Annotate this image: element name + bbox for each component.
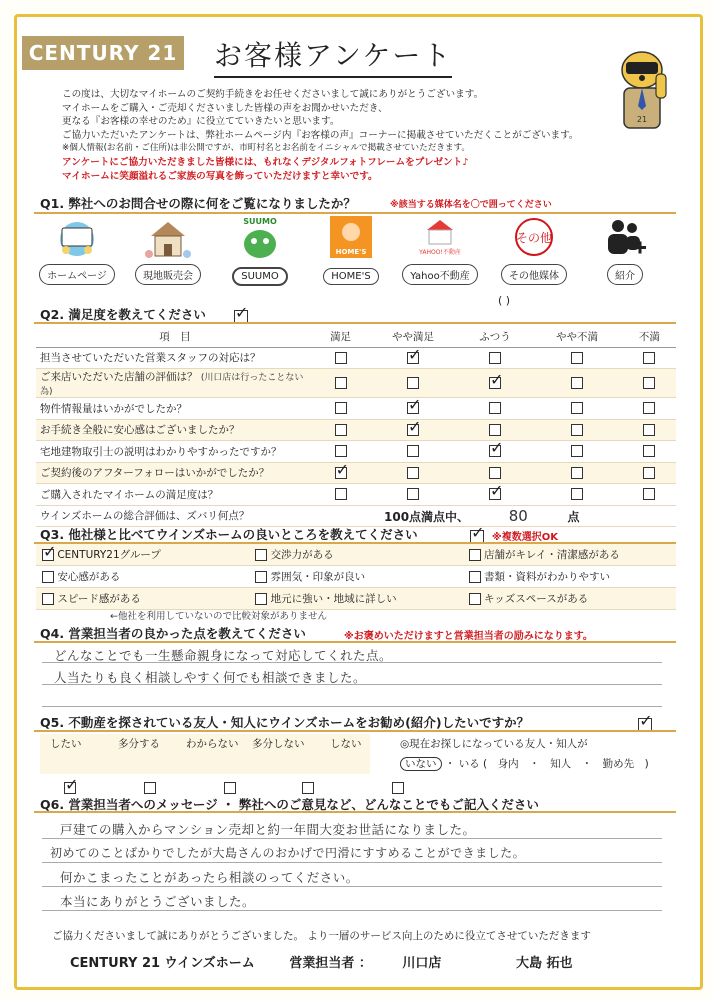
strength-label: 店舗がキレイ・清潔感がある (484, 549, 620, 561)
strength-checkbox[interactable] (42, 593, 54, 605)
strength-label: CENTURY21グループ (57, 549, 161, 561)
footer-thanks: ご協力くださいまして誠にありがとうございました。 より一層のサービス向上のために役立てさせていただきます (52, 930, 591, 942)
strength-option[interactable] (36, 566, 249, 588)
house-icon (143, 214, 193, 260)
rating-checkbox[interactable] (489, 402, 501, 414)
q1-title: Q1. 弊社へのお問合せの際に何をご覧になりましたか？ (40, 196, 356, 211)
strength-option[interactable] (463, 588, 676, 610)
strength-checkbox[interactable] (42, 571, 54, 583)
media-yahoo[interactable] (398, 214, 482, 285)
svg-text:その他: その他 (515, 231, 553, 245)
q6-answer-3[interactable]: 何かこまったことがあったら相談のってください。 (60, 870, 359, 885)
q6-title: Q6. 営業担当者へのメッセージ ・ 弊社へのご意見など、どんなことでもご記入ください (40, 797, 539, 812)
rating-checkbox[interactable] (335, 377, 347, 389)
rating-checkbox[interactable] (643, 445, 655, 457)
media-suumo[interactable] (220, 214, 300, 286)
q5-option-checkbox[interactable] (64, 782, 76, 794)
q5-current-row: いない ・ いる ( 身内 ・ 知人 ・ 勤め先 ) (400, 756, 649, 771)
intro-line: この度は、大切なマイホームのご契約手続きをお任せくださいまして誠にありがとうございます。 (62, 89, 484, 100)
rating-checkbox[interactable] (643, 488, 655, 500)
q6-answer-2[interactable]: 初めてのことばかりでしたが大島さんのおかげで円滑にすすめることができました。 (50, 846, 526, 860)
q5-title: Q5. 不動産を探されている友人・知人にウインズホームをお勧め(紹介)したいですか？ (40, 715, 530, 730)
media-label: 現地販売会 (135, 264, 201, 285)
rating-checkbox[interactable] (407, 352, 419, 364)
rating-checkbox[interactable] (335, 488, 347, 500)
svg-text:21: 21 (636, 115, 648, 124)
website-icon (54, 214, 100, 260)
satisfaction-row (36, 441, 676, 463)
row-handwritten-note: (川口店は行ったことない為) (40, 373, 304, 397)
footer-company: CENTURY 21 ウインズホーム (70, 956, 255, 971)
strength-label: キッズスペースがある (484, 593, 589, 605)
q6-line (42, 910, 662, 911)
rating-checkbox[interactable] (571, 488, 583, 500)
row-label: お手続き全般に安心感はございましたか？ (36, 419, 314, 441)
col-item: 項 目 (36, 326, 314, 347)
referral-icon (602, 214, 648, 260)
rating-checkbox[interactable] (335, 467, 347, 479)
media-label: その他媒体 (501, 264, 567, 285)
homes-icon (328, 214, 374, 260)
q5-option-label: 多分する (118, 738, 160, 750)
intro-line: ご協力いただいたアンケートは、弊社ホームページ内『お客様の声』コーナーに掲載させていただくことがございます。 (62, 129, 579, 141)
strength-checkbox[interactable] (469, 593, 481, 605)
media-referral[interactable] (592, 214, 658, 285)
rating-checkbox[interactable] (643, 352, 655, 364)
q5-option-checkbox[interactable] (392, 782, 404, 794)
rating-checkbox[interactable] (571, 352, 583, 364)
strength-checkbox[interactable] (469, 571, 481, 583)
century21-logo: CENTURY 21 (22, 36, 184, 70)
rating-checkbox[interactable] (643, 377, 655, 389)
satisfaction-row (36, 398, 676, 420)
score-value[interactable]: 80 (508, 506, 528, 525)
q6-divider (34, 811, 676, 813)
q3-handwritten-note: ←他社を利用していないので比較対象がありません (110, 611, 327, 622)
q5-current-detail: ( 身内 ・ 知人 ・ 勤め先 ) (483, 758, 649, 770)
col-dissatisfied: 不満 (623, 326, 676, 347)
strength-label: スピード感がある (57, 593, 141, 605)
q5-option-checkbox[interactable] (302, 782, 314, 794)
q6-line (42, 886, 662, 887)
rating-checkbox[interactable] (489, 424, 501, 436)
satisfaction-table (36, 326, 676, 527)
rating-checkbox[interactable] (489, 445, 501, 457)
strength-label: 安心感がある (57, 571, 121, 583)
mascot-dog-icon (606, 44, 678, 136)
satisfaction-row (36, 419, 676, 441)
rating-checkbox[interactable] (489, 488, 501, 500)
score-label: ウインズホームの総合評価は、ズバリ何点？ (36, 505, 314, 527)
q6-line (42, 862, 662, 863)
svg-text:SUUMO: SUUMO (243, 217, 277, 226)
media-open-house[interactable] (128, 214, 208, 285)
rating-checkbox[interactable] (407, 467, 419, 479)
rating-checkbox[interactable] (571, 467, 583, 479)
col-somewhat-dissatisfied: やや不満 (531, 326, 623, 347)
strength-checkbox[interactable] (42, 549, 54, 561)
q5-option-checkbox[interactable] (224, 782, 236, 794)
q5-option-checkbox[interactable] (144, 782, 156, 794)
photo-notice: マイホームに笑顔溢れるご家族の写真を飾っていただけますと幸いです。 (62, 170, 378, 182)
q5-divider (34, 730, 676, 732)
rating-checkbox[interactable] (643, 402, 655, 414)
rating-checkbox[interactable] (489, 377, 501, 389)
score-suffix: 点 (567, 509, 580, 524)
rating-checkbox[interactable] (643, 424, 655, 436)
col-neutral: ふつう (459, 326, 531, 347)
satisfaction-row (36, 347, 676, 369)
rating-checkbox[interactable] (489, 352, 501, 364)
satisfaction-row (36, 462, 676, 484)
other-media-paren: ( ) (498, 294, 511, 307)
media-label: 紹介 (607, 264, 643, 285)
media-label: Yahoo不動産 (402, 264, 477, 285)
media-website[interactable] (34, 214, 120, 285)
footer-branch: 川口店 (402, 956, 442, 971)
q5-option-label: しない (330, 738, 362, 750)
q5-option-label: したい (50, 738, 82, 750)
strength-option[interactable] (463, 544, 676, 566)
page-title: お客様アンケート (214, 34, 452, 78)
rating-checkbox[interactable] (335, 424, 347, 436)
strength-row (36, 544, 676, 566)
row-label: 担当させていただいた営業スタッフの対応は？ (36, 347, 314, 369)
rating-checkbox[interactable] (571, 424, 583, 436)
strength-option[interactable] (249, 588, 462, 610)
q4-answer-2[interactable]: 人当たりも良く相談しやすく何でも相談できました。 (54, 670, 367, 685)
other-media-icon (511, 214, 557, 260)
rating-checkbox[interactable] (407, 445, 419, 457)
rating-checkbox[interactable] (335, 445, 347, 457)
q4-divider (34, 641, 676, 643)
strength-option[interactable] (36, 588, 249, 610)
score-row (36, 505, 676, 527)
q2-title: Q2. 満足度を教えてください (40, 307, 206, 322)
q4-title: Q4. 営業担当者の良かった点を教えてください (40, 626, 306, 641)
q4-answer-1[interactable]: どんなことでも一生懸命親身になって対応してくれた点。 (54, 648, 393, 663)
q6-answer-1[interactable]: 戸建ての購入からマンション売却と約一年間大変お世話になりました。 (60, 822, 476, 837)
svg-text:YAHOO!不動産: YAHOO!不動産 (419, 249, 461, 256)
strength-checkbox[interactable] (255, 571, 267, 583)
present-notice: アンケートにご協力いただきました皆様には、もれなくデジタルフォトフレームをプレゼント♪ (62, 156, 469, 168)
row-label: 物件情報量はいかがでしたか？ (36, 398, 314, 420)
footer-staff-name: 大島 拓也 (515, 956, 573, 971)
rating-checkbox[interactable] (335, 402, 347, 414)
q6-answer-4[interactable]: 本当にありがとうございました。 (60, 894, 256, 909)
strength-checkbox[interactable] (255, 549, 267, 561)
satisfaction-row (36, 369, 676, 398)
footer-signature (70, 952, 572, 971)
strength-label: 交渉力がある (270, 549, 334, 561)
rating-checkbox[interactable] (335, 352, 347, 364)
rating-checkbox[interactable] (571, 402, 583, 414)
rating-checkbox[interactable] (407, 424, 419, 436)
q3-note: ※複数選択OK (492, 532, 558, 543)
q4-note: ※お褒めいただけますと営業担当者の励みになります。 (344, 631, 593, 642)
rating-checkbox[interactable] (489, 467, 501, 479)
media-homes[interactable] (312, 214, 390, 285)
strength-label: 雰囲気・印象が良い (270, 571, 366, 583)
media-label: ホームページ (39, 264, 115, 285)
q4-line (42, 706, 662, 707)
media-label: SUUMO (232, 267, 288, 286)
col-somewhat-satisfied: やや満足 (367, 326, 459, 347)
strength-checkbox[interactable] (469, 549, 481, 561)
row-label: ご来店いただいた店舗の評価は？ (川口店は行ったことない為) (36, 369, 314, 398)
strength-checkbox[interactable] (255, 593, 267, 605)
intro-line: 更なる『お客様の幸せのため』に役立てていきたいと思います。 (62, 116, 340, 128)
satisfaction-row (36, 484, 676, 506)
q5-option-label: 多分しない (252, 738, 305, 750)
strength-label: 書類・資料がわかりやすい (484, 571, 610, 583)
intro-text (62, 88, 602, 183)
row-label: ご契約後のアフターフォローはいかがでしたか？ (36, 462, 314, 484)
strength-option[interactable] (249, 566, 462, 588)
q6-line (42, 838, 662, 839)
strengths-table (36, 544, 676, 610)
intro-line: ※個人情報(お名前・ご住所)は非公開ですが、市町村名とお名前をイニシャルで掲載させていただきます。 (62, 143, 471, 154)
media-other[interactable] (494, 214, 574, 285)
strength-row (36, 566, 676, 588)
rating-checkbox[interactable] (407, 488, 419, 500)
q5-current-yes[interactable]: いる (458, 758, 480, 770)
q2-divider (34, 322, 676, 324)
q5-option-label: わからない (186, 738, 239, 750)
rating-checkbox[interactable] (571, 445, 583, 457)
strength-option[interactable] (249, 544, 462, 566)
media-label: HOME'S (323, 268, 378, 285)
rating-checkbox[interactable] (571, 377, 583, 389)
svg-text:HOME'S: HOME'S (335, 248, 367, 256)
rating-checkbox[interactable] (643, 467, 655, 479)
q3-title: Q3. 他社様と比べてウインズホームの良いところを教えてください (40, 527, 418, 542)
yahoo-icon (415, 214, 465, 260)
footer-staff-label: 営業担当者 ： (289, 956, 372, 971)
rating-checkbox[interactable] (407, 402, 419, 414)
q5-current-label: ◎現在お探しになっている友人・知人が (400, 738, 588, 750)
q5-current-none[interactable]: いない (400, 757, 442, 771)
col-satisfied: 満足 (314, 326, 367, 347)
row-label: ご購入されたマイホームの満足度は？ (36, 484, 314, 506)
row-label: 宅地建物取引士の説明はわかりやすかったですか？ (36, 441, 314, 463)
rating-checkbox[interactable] (407, 377, 419, 389)
strength-label: 地元に強い・地域に詳しい (270, 593, 397, 605)
suumo-icon (236, 214, 284, 260)
strength-row (36, 588, 676, 610)
score-prefix: 100点満点中、 (384, 509, 470, 524)
strength-option[interactable] (463, 566, 676, 588)
intro-line: マイホームをご購入・ご売却くださいました皆様の声をお聞かせいただき、 (62, 102, 388, 114)
q1-note: ※該当する媒体名を〇で囲ってください (390, 200, 552, 210)
strength-option[interactable] (36, 544, 249, 566)
